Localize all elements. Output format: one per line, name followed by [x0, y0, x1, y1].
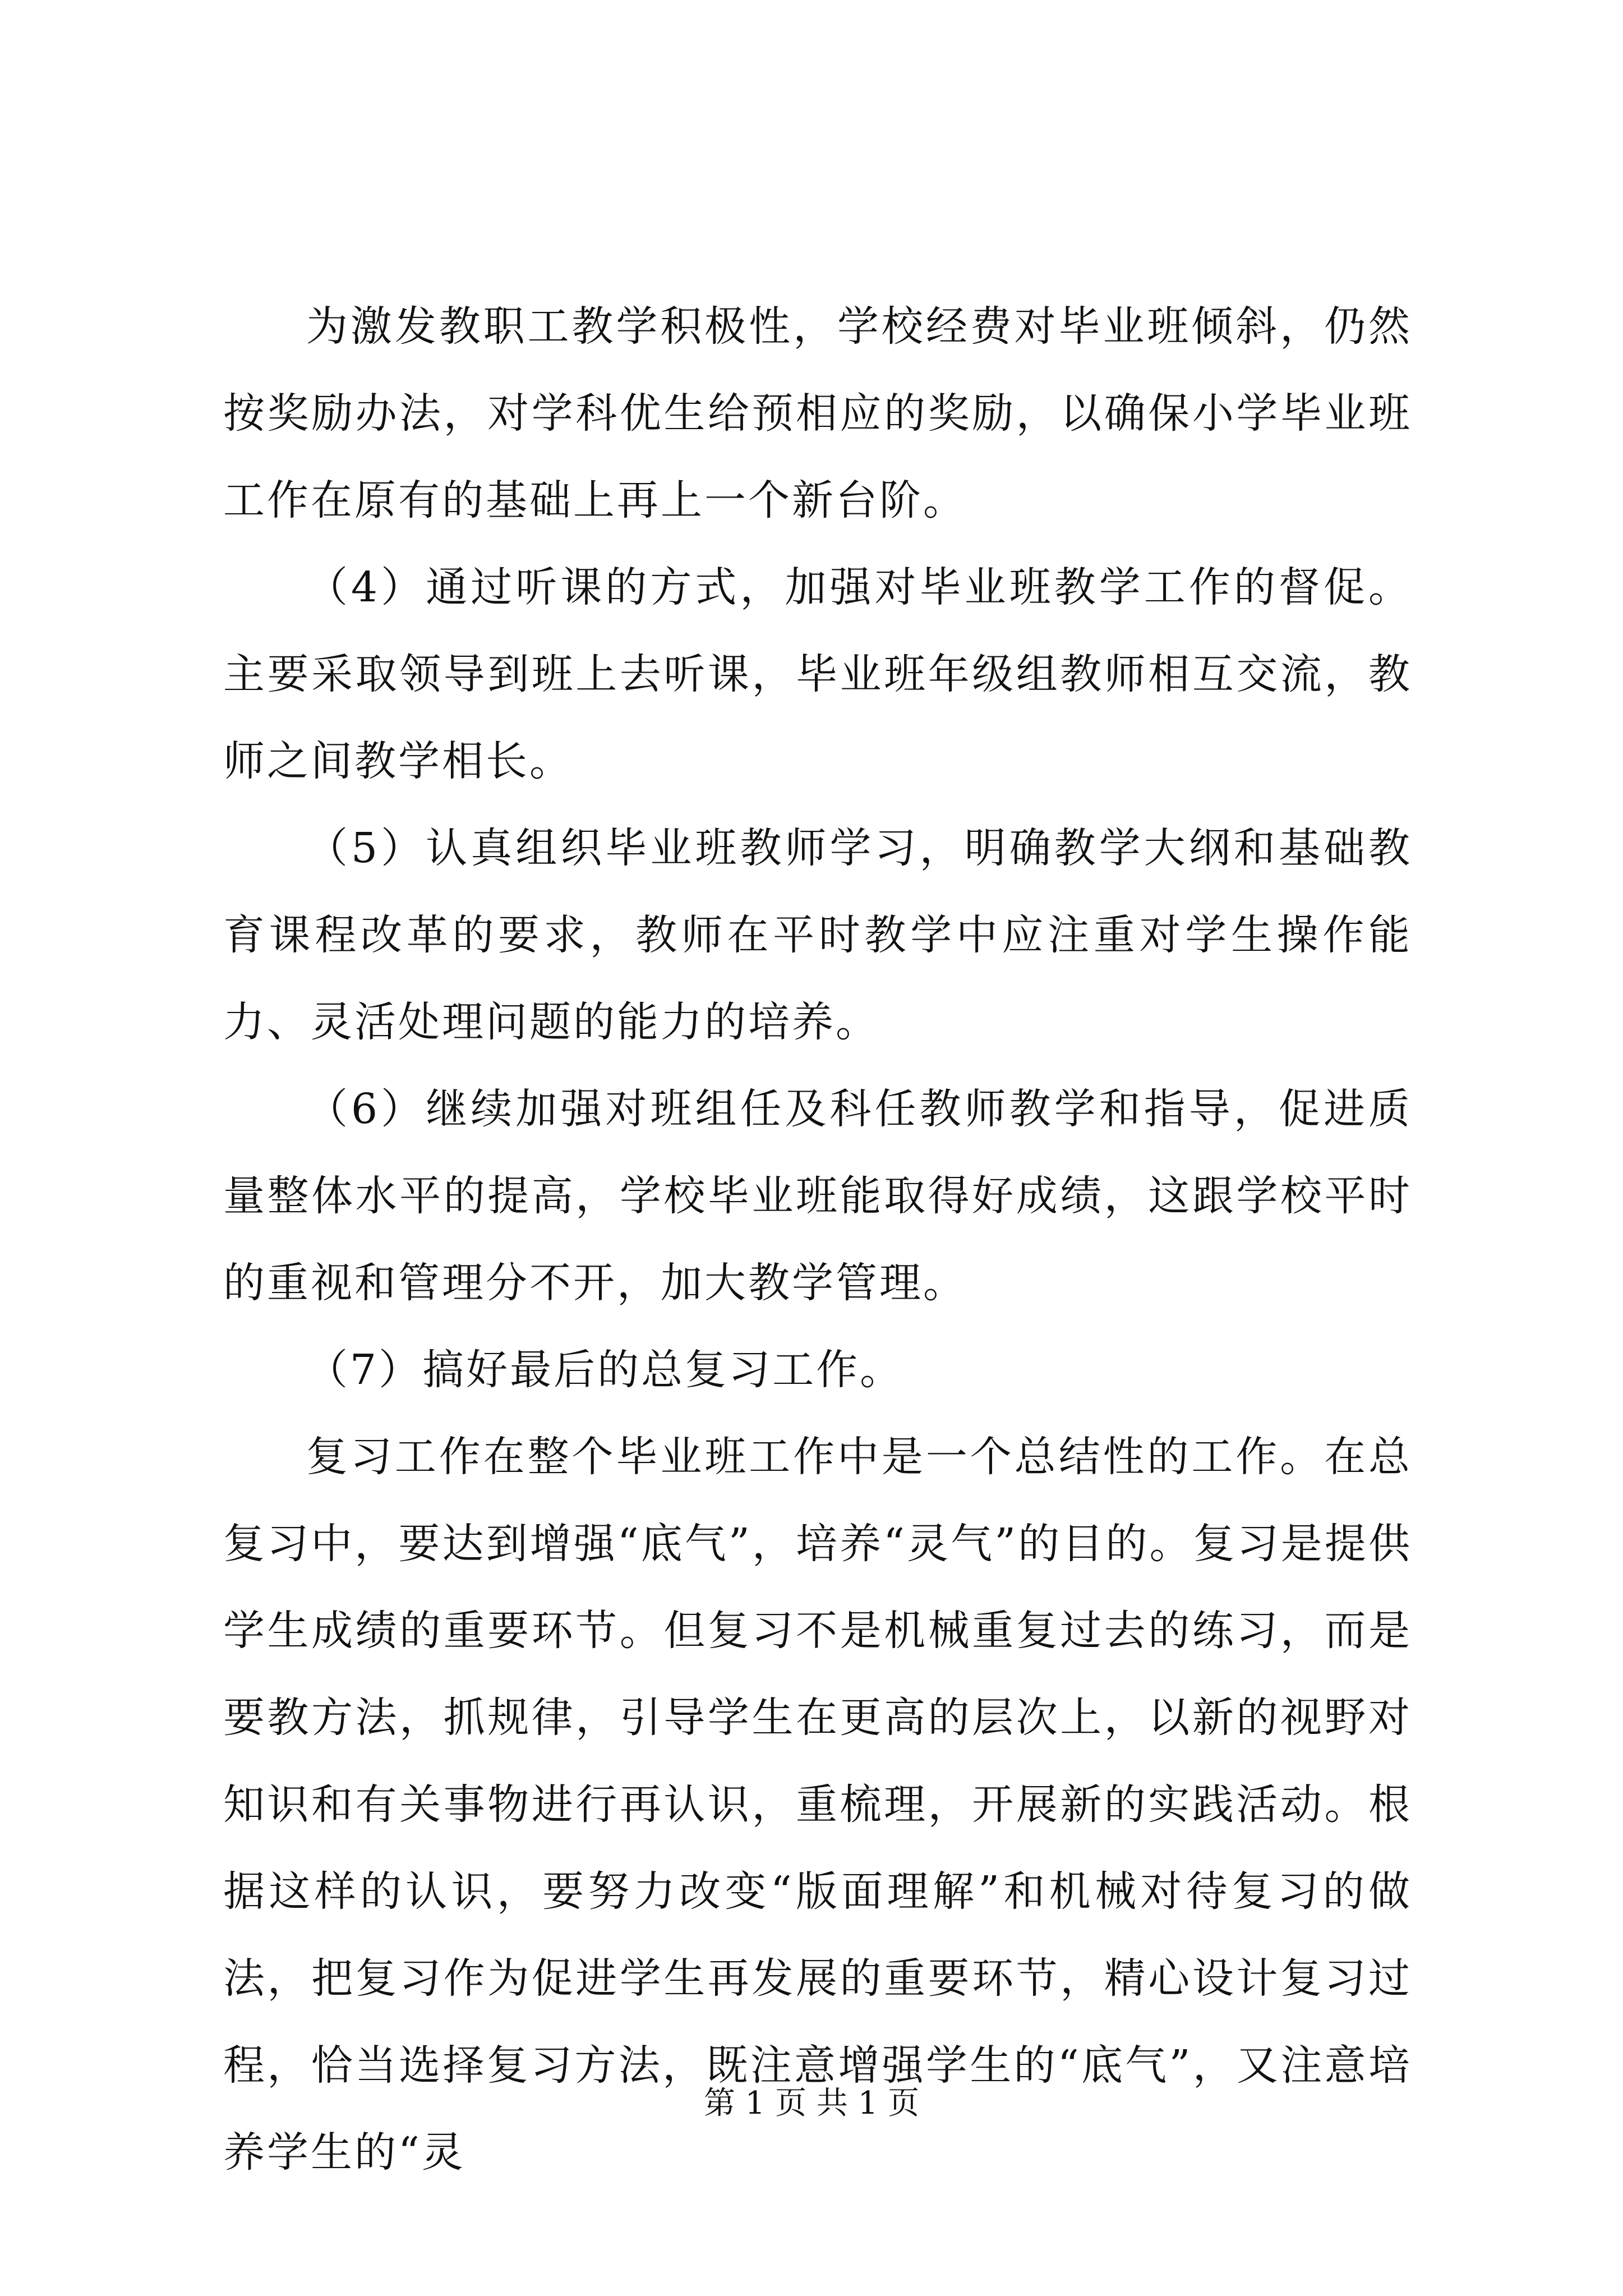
paragraph-incentive: 为激发教职工教学积极性，学校经费对毕业班倾斜，仍然按奖励办法，对学科优生给预相应的奖励，以确保小学毕业班工作在原有的基础上再上一个新台阶。	[223, 302, 1412, 524]
document-body	[223, 283, 1412, 2196]
page-footer: 第 1 页 共 1 页	[703, 2085, 920, 2122]
paragraph-item-6: （6）继续加强对班组任及科任教师教学和指导，促进质量整体水平的提高，学校毕业班能取得好成绩，这跟学校平时的重视和管理分不开，加大教学管理。	[223, 1085, 1412, 1307]
paragraph-item-7: （7）搞好最后的总复习工作。	[306, 1346, 904, 1394]
paragraph-item-5: （5）认真组织毕业班教师学习，明确教学大纲和基础教育课程改革的要求，教师在平时教学中应注重对学生操作能力、灵活处理问题的能力的培养。	[223, 824, 1412, 1046]
paragraph-item-4: （4）通过听课的方式，加强对毕业班教学工作的督促。主要采取领导到班上去听课，毕业班年级组教师相互交流，教师之间教学相长。	[223, 563, 1412, 785]
paragraph-review: 复习工作在整个毕业班工作中是一个总结性的工作。在总复习中，要达到增强“底气”，培养“灵气”的目的。复习是提供学生成绩的重要环节。但复习不是机械重复过去的练习，而是要教方法，抓规律，引导学生在更高的层次上，以新的视野对知识和有关事物进行再认识，重梳理，开展新的实践活动。根据这样的认识，要努力改变“版面理解”和机械对待复习的做法，把复习作为促进学生再发展的重要环节，精心设计复习过程，恰当选择复习方法，既注意增强学生的“底气”，又注意培养学生的“灵	[223, 1433, 1412, 2177]
